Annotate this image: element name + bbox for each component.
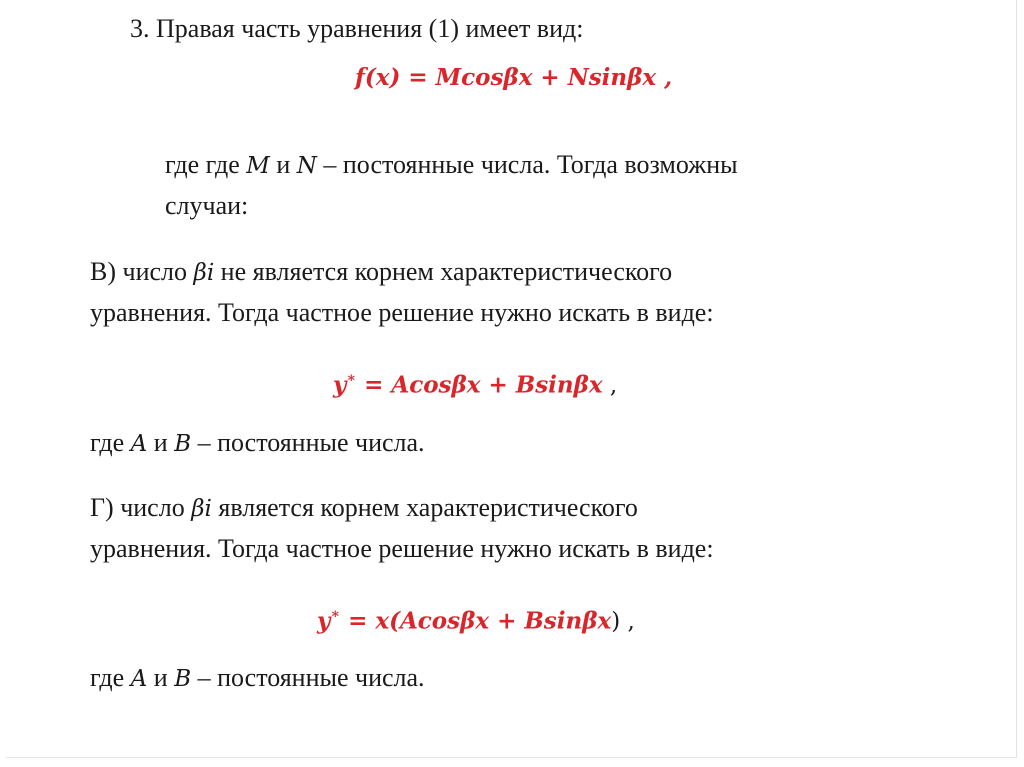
text-fragment: где <box>90 428 131 457</box>
heading <box>130 13 583 45</box>
text-fragment: не является корнем характеристического <box>214 257 673 286</box>
equation-b-tail: , <box>602 372 618 399</box>
text-fragment: где <box>90 663 131 692</box>
equation-g-eq: = <box>340 607 376 635</box>
text-fragment: и <box>147 663 175 692</box>
text-fragment: – постоянные числа. Тогда возможны <box>316 150 738 179</box>
equation-f-tail: , <box>656 64 673 91</box>
case-g-line1 <box>90 492 638 525</box>
text-fragment: – постоянные числа. <box>191 428 425 457</box>
symbol-a: A <box>130 666 148 692</box>
case-b-line2: уравнения. Тогда частное решение нужно искать в виде: <box>90 298 714 327</box>
paragraph-constants-ab-2 <box>90 662 425 695</box>
heading-text: Правая часть уравнения (1) имеет вид: <box>156 14 584 43</box>
equation-b <box>333 364 617 402</box>
symbol-a: A <box>130 431 148 457</box>
equation-g-close: ) <box>611 608 621 635</box>
equation-b-star: ∗ <box>346 370 357 386</box>
equation-b-rhs: Acosβx + Bsinβx <box>391 371 603 399</box>
paragraph-constants-ab <box>90 427 425 460</box>
equation-g-tail: , <box>620 608 635 635</box>
equation-g-rhs: x(Acosβx + Bsinβx <box>375 607 612 635</box>
slide <box>6 0 1017 758</box>
equation-g <box>317 600 635 638</box>
text-fragment: где где <box>165 150 247 179</box>
case-b-line1 <box>90 256 672 289</box>
text-fragment: и <box>269 150 297 179</box>
symbol-m: M <box>246 153 270 179</box>
text-fragment: – постоянные числа. <box>191 663 425 692</box>
equation-f-lhs: f(x) = <box>355 64 436 91</box>
equation-b-lhs: y <box>333 371 347 399</box>
text-fragment: является корнем характеристического <box>211 493 638 522</box>
equation-g-lhs: y <box>317 607 331 635</box>
text-fragment: Г) число <box>90 493 192 522</box>
text-fragment: и <box>147 428 175 457</box>
text-fragment: В) число <box>90 257 194 286</box>
symbol-beta-i: βi <box>191 496 212 522</box>
equation-f <box>355 62 672 94</box>
symbol-b: B <box>174 666 192 692</box>
equation-b-eq: = <box>356 371 392 399</box>
case-g-line2: уравнения. Тогда частное решение нужно искать в виде: <box>90 534 714 563</box>
equation-g-star: ∗ <box>330 606 341 622</box>
equation-f-rhs: Mcosβx + Nsinβx <box>435 64 657 91</box>
symbol-n: N <box>296 153 317 179</box>
paragraph-constants-mn <box>165 149 738 182</box>
symbol-b: B <box>174 431 192 457</box>
paragraph-constants-mn-line2: случаи: <box>165 191 249 220</box>
symbol-beta-i: βi <box>193 260 215 286</box>
heading-number: 3. <box>130 14 150 43</box>
